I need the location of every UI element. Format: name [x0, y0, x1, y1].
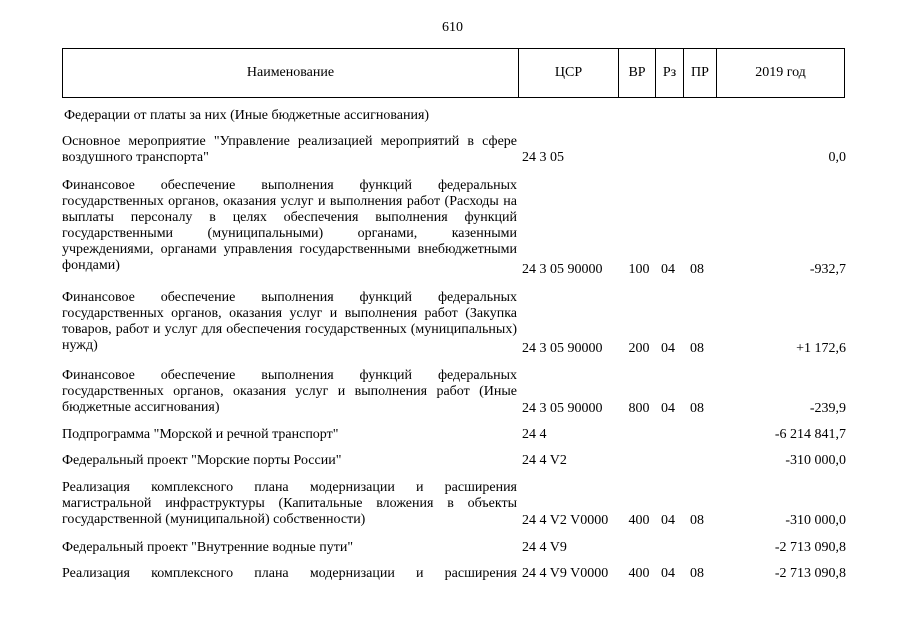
row-csr: 24 4 [522, 427, 547, 442]
row-amount: -2 713 090,8 [774, 540, 846, 555]
row-name: Подпрограмма "Морской и речной транспорт" [62, 427, 339, 442]
row-rz: 04 [661, 341, 675, 356]
row-name: Финансовое обеспечение выполнения функций федеральных государственных органов, оказания услуг и выполнения работ (Расходы на выплаты персоналу в целях обеспечения выполнения функций государственными (муниципальными) органами, казенными учреждениями, органами управления государственными внебюджетными фондами) [62, 178, 517, 273]
row-csr: 24 3 05 90000 [522, 341, 603, 356]
row-name: Федеральный проект "Внутренние водные пути" [62, 540, 354, 555]
row-rz: 04 [661, 566, 675, 581]
row-amount: -239,9 [809, 401, 846, 416]
row-rz: 04 [661, 513, 675, 528]
row-vr: 400 [628, 513, 650, 528]
row-pr: 08 [690, 262, 704, 277]
header-vr: ВР [618, 49, 655, 97]
header-pr: ПР [683, 49, 716, 97]
row-amount: 0,0 [828, 150, 846, 165]
row-name: Федерации от платы за них (Иные бюджетные ассигнования) [64, 108, 430, 123]
row-pr: 08 [690, 566, 704, 581]
row-name: Реализация комплексного плана модернизации и расширения [62, 566, 517, 581]
row-vr: 800 [628, 401, 650, 416]
table-header [62, 48, 845, 98]
row-amount: -6 214 841,7 [774, 427, 846, 442]
row-csr: 24 3 05 90000 [522, 401, 603, 416]
row-csr: 24 4 V2 V0000 [522, 513, 609, 528]
row-pr: 08 [690, 513, 704, 528]
row-csr: 24 3 05 90000 [522, 262, 603, 277]
page-number: 610 [442, 20, 463, 35]
row-csr: 24 3 05 [522, 150, 564, 165]
row-name: Основное мероприятие "Управление реализацией мероприятий в сфере воздушного транспорта" [62, 134, 517, 165]
header-year: 2019 год [716, 49, 844, 97]
header-csr: ЦСР [518, 49, 618, 97]
row-rz: 04 [661, 401, 675, 416]
row-amount: -932,7 [809, 262, 846, 277]
row-name: Реализация комплексного плана модернизации и расширения магистральной инфраструктуры (Капитальные вложения в объекты государственной (муниципальной) собственности) [62, 480, 517, 527]
header-rz: Рз [655, 49, 683, 97]
row-vr: 400 [628, 566, 650, 581]
row-amount: +1 172,6 [796, 341, 846, 356]
row-rz: 04 [661, 262, 675, 277]
row-pr: 08 [690, 341, 704, 356]
row-vr: 200 [628, 341, 650, 356]
row-name: Финансовое обеспечение выполнения функций федеральных государственных органов, оказания услуг и выполнения работ (Иные бюджетные ассигнования) [62, 368, 517, 415]
row-amount: -310 000,0 [785, 513, 846, 528]
row-csr: 24 4 V2 [522, 453, 567, 468]
row-name: Федеральный проект "Морские порты России" [62, 453, 342, 468]
row-csr: 24 4 V9 V0000 [522, 566, 609, 581]
row-amount: -310 000,0 [785, 453, 846, 468]
row-amount: -2 713 090,8 [774, 566, 846, 581]
row-vr: 100 [628, 262, 650, 277]
row-pr: 08 [690, 401, 704, 416]
header-name: Наименование [246, 65, 335, 80]
row-csr: 24 4 V9 [522, 540, 567, 555]
row-name: Финансовое обеспечение выполнения функций федеральных государственных органов, оказания услуг и выполнения работ (Закупка товаров, работ и услуг для обеспечения государственных (муниципальных) нужд) [62, 290, 517, 353]
